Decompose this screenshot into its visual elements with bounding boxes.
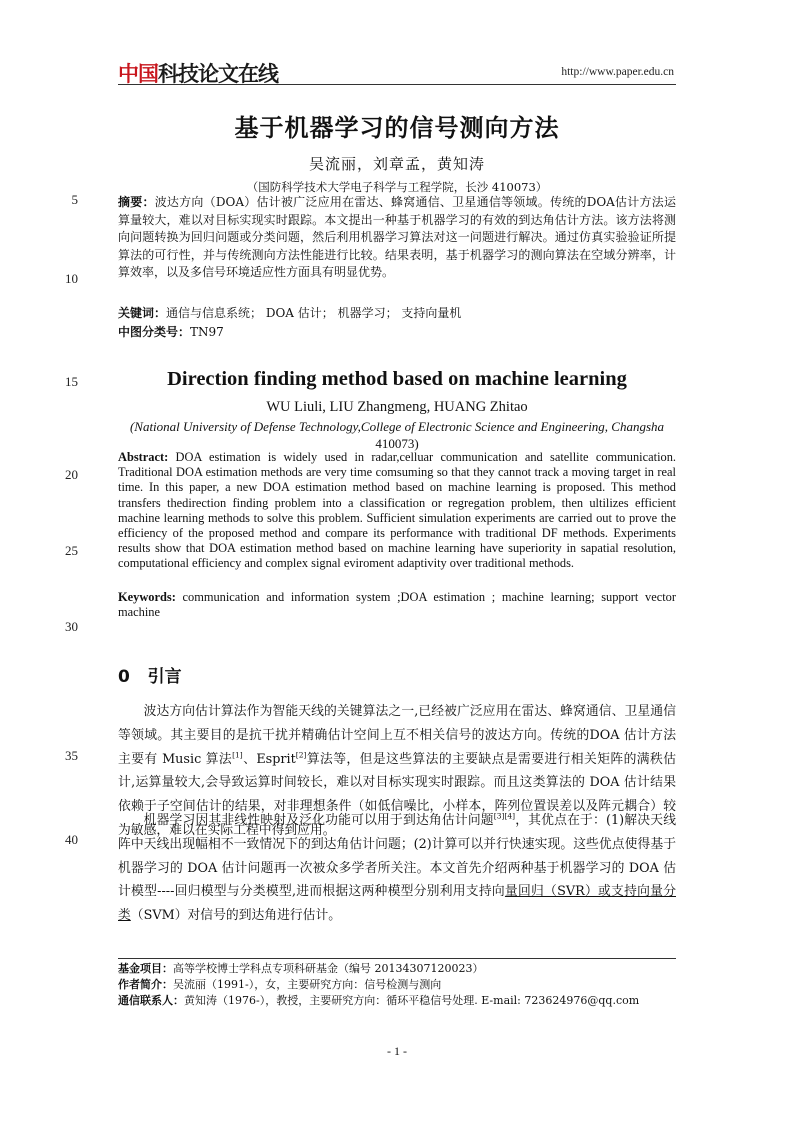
line-number: 5 <box>71 192 78 207</box>
abstract-cn-text: 波达方向（DOA）估计被广泛应用在雷达、蜂窝通信、卫星通信等领域。传统的DOA估计方法运算量较大，难以对目标实现实时跟踪。本文提出一种基于机器学习的有效的到达角估计方法。该方法将测向问题转换为回归问题或分类问题，然后利用机器学习算法对这一问题进行解决。通过仿真实验验证所提算法的可行性，并与传统测向方法性能进行比较。结果表明，基于机器学习的测向算法在空域分辨率，计算效率，以及多信号环境适应性方面具有明显优势。 <box>118 195 676 280</box>
affiliation-en-code: 410073) <box>375 436 419 451</box>
paper-title-en: Direction finding method based on machine learning <box>167 368 627 390</box>
affiliation-en-text: (National University of Defense Technology,College of Electronic Science and Engineering, Changsha <box>129 419 665 434</box>
keywords-en <box>118 590 676 620</box>
line-number: 15 <box>65 374 78 389</box>
fund-label: 基金项目： <box>118 962 173 975</box>
line-number: 10 <box>65 271 78 286</box>
section-heading <box>118 662 182 687</box>
footnote-rule <box>118 958 676 959</box>
section-number: 0 <box>118 667 130 687</box>
classification-cn-text: TN97 <box>190 325 224 339</box>
citation-ref[interactable]: [2] <box>295 750 307 760</box>
abstract-en-text: DOA estimation is widely used in radar,celluar communication and satellite communication. Traditional DOA estimation methods are very time comsuming so that they cannot track a moving target in real time. In this paper, a new DOA estimation method based on machine learning is proposed. This method transfers thedirection finding problem into a classification or regregation problem, then ultilizes efficient machine learning methods to solve this problem. Sufficient simulation experiments are carried out to prove the efficiency of the proposed method and compare its performance with traditional DF methods. Experiments results show that DOA estimation method based on machine learning have superiority in sapatial resolution, computational efficiency and complex signal eviroment adaptivity over traditional methods. <box>118 450 676 571</box>
footnote-contact <box>118 993 676 1010</box>
affiliation-en <box>118 418 676 452</box>
citation-ref[interactable]: [1] <box>232 750 243 760</box>
para1-text-c: 算法等，但是这些算法的主要缺点是需要进行相关矩阵的满秩估计,运算量较大,会导致运算时间较长，难以对目标实现实时跟踪。而且这类算法的 DOA 估计结果依赖于子空间估计的结果，对非理想条件（如低信噪比，小样本，阵列位置误差以及阵元耦合）较为敏感，难以在实际工程中得到应用。 <box>118 751 677 838</box>
citation-ref[interactable]: [3][4] <box>493 811 516 821</box>
para2-underlined-text: 量回归（SVR）或支持向量分类 <box>118 884 676 924</box>
abstract-cn <box>118 194 676 282</box>
author-text: 吴流丽（1991-），女，主要研究方向：信号检测与测向 <box>173 978 442 991</box>
para1-text-a: 波达方向估计算法作为智能天线的关键算法之一,已经被广泛应用在雷达、蜂窝通信、卫星通信等领域。其主要目的是抗干扰并精确估计空间上互不相关信号的波达方向。传统的DOA 估计方法主要有 Music 算法 <box>118 704 676 767</box>
classification-cn <box>118 323 676 340</box>
header-rule <box>118 84 676 85</box>
classification-cn-label: 中图分类号： <box>118 325 191 339</box>
keywords-en-text: communication and information system ;DOA estimation ; machine learning; support vector machine <box>118 590 676 620</box>
page-number: - 1 - <box>387 1044 407 1058</box>
paper-title-cn: 基于机器学习的信号测向方法 <box>234 114 560 142</box>
affiliation-cn: （国防科学技术大学电子科学与工程学院，长沙 410073） <box>246 180 548 194</box>
logo-text-dark: 科技论文在线 <box>158 62 278 86</box>
section-title: 引言 <box>147 667 182 687</box>
line-number: 20 <box>65 467 78 482</box>
keywords-en-label: Keywords: <box>118 590 176 604</box>
authors-en: WU Liuli, LIU Zhangmeng, HUANG Zhitao <box>266 399 528 415</box>
para2-text-d: （SVM）对信号的到达角进行估计。 <box>130 908 342 924</box>
keywords-cn-label: 关键词： <box>118 306 167 320</box>
abstract-en <box>118 450 676 572</box>
author-label: 作者简介： <box>118 978 173 991</box>
header-url: http://www.paper.edu.cn <box>561 66 674 78</box>
abstract-en-label: Abstract: <box>118 450 169 464</box>
contact-text: 黄知涛（1976-），教授，主要研究方向：循环平稳信号处理. E-mail: 723624976@qq.com <box>184 994 640 1007</box>
para2-text-b: ，其优点在于：(1)解决天线阵中天线出现幅相不一致情况下的到达角估计问题；(2)计算可以并行快速实现。这些优点使得基于机器学习的 DOA 估计问题再一次被众多学者所关注。本文首先介绍两种基于机器学习的 DOA 估计模型----回归模型与分类模型,进而根据这两种模型分别利用支持向 <box>118 813 676 900</box>
abstract-cn-label: 摘要： <box>118 195 155 209</box>
para2-text-a: 机器学习因其非线性映射及泛化功能可以用于到达角估计问题 <box>143 813 494 828</box>
contact-label: 通信联系人： <box>118 994 184 1007</box>
fund-text: 高等学校博士学科点专项科研基金（编号 20134307120023） <box>173 962 484 975</box>
keywords-cn-text: 通信与信息系统； DOA 估计； 机器学习； 支持向量机 <box>166 306 462 320</box>
line-number: 35 <box>65 748 78 763</box>
line-number: 25 <box>65 543 78 558</box>
line-number: 40 <box>65 832 78 847</box>
para1-text-b: 、Esprit <box>242 751 296 767</box>
footnote-fund <box>118 961 676 978</box>
intro-paragraph-2 <box>118 809 676 928</box>
footnote-author <box>118 977 676 994</box>
line-number: 30 <box>65 619 78 634</box>
keywords-cn <box>118 304 676 321</box>
logo-text-red: 中国 <box>118 62 158 86</box>
authors-cn: 吴流丽，刘章孟，黄知涛 <box>308 155 485 173</box>
